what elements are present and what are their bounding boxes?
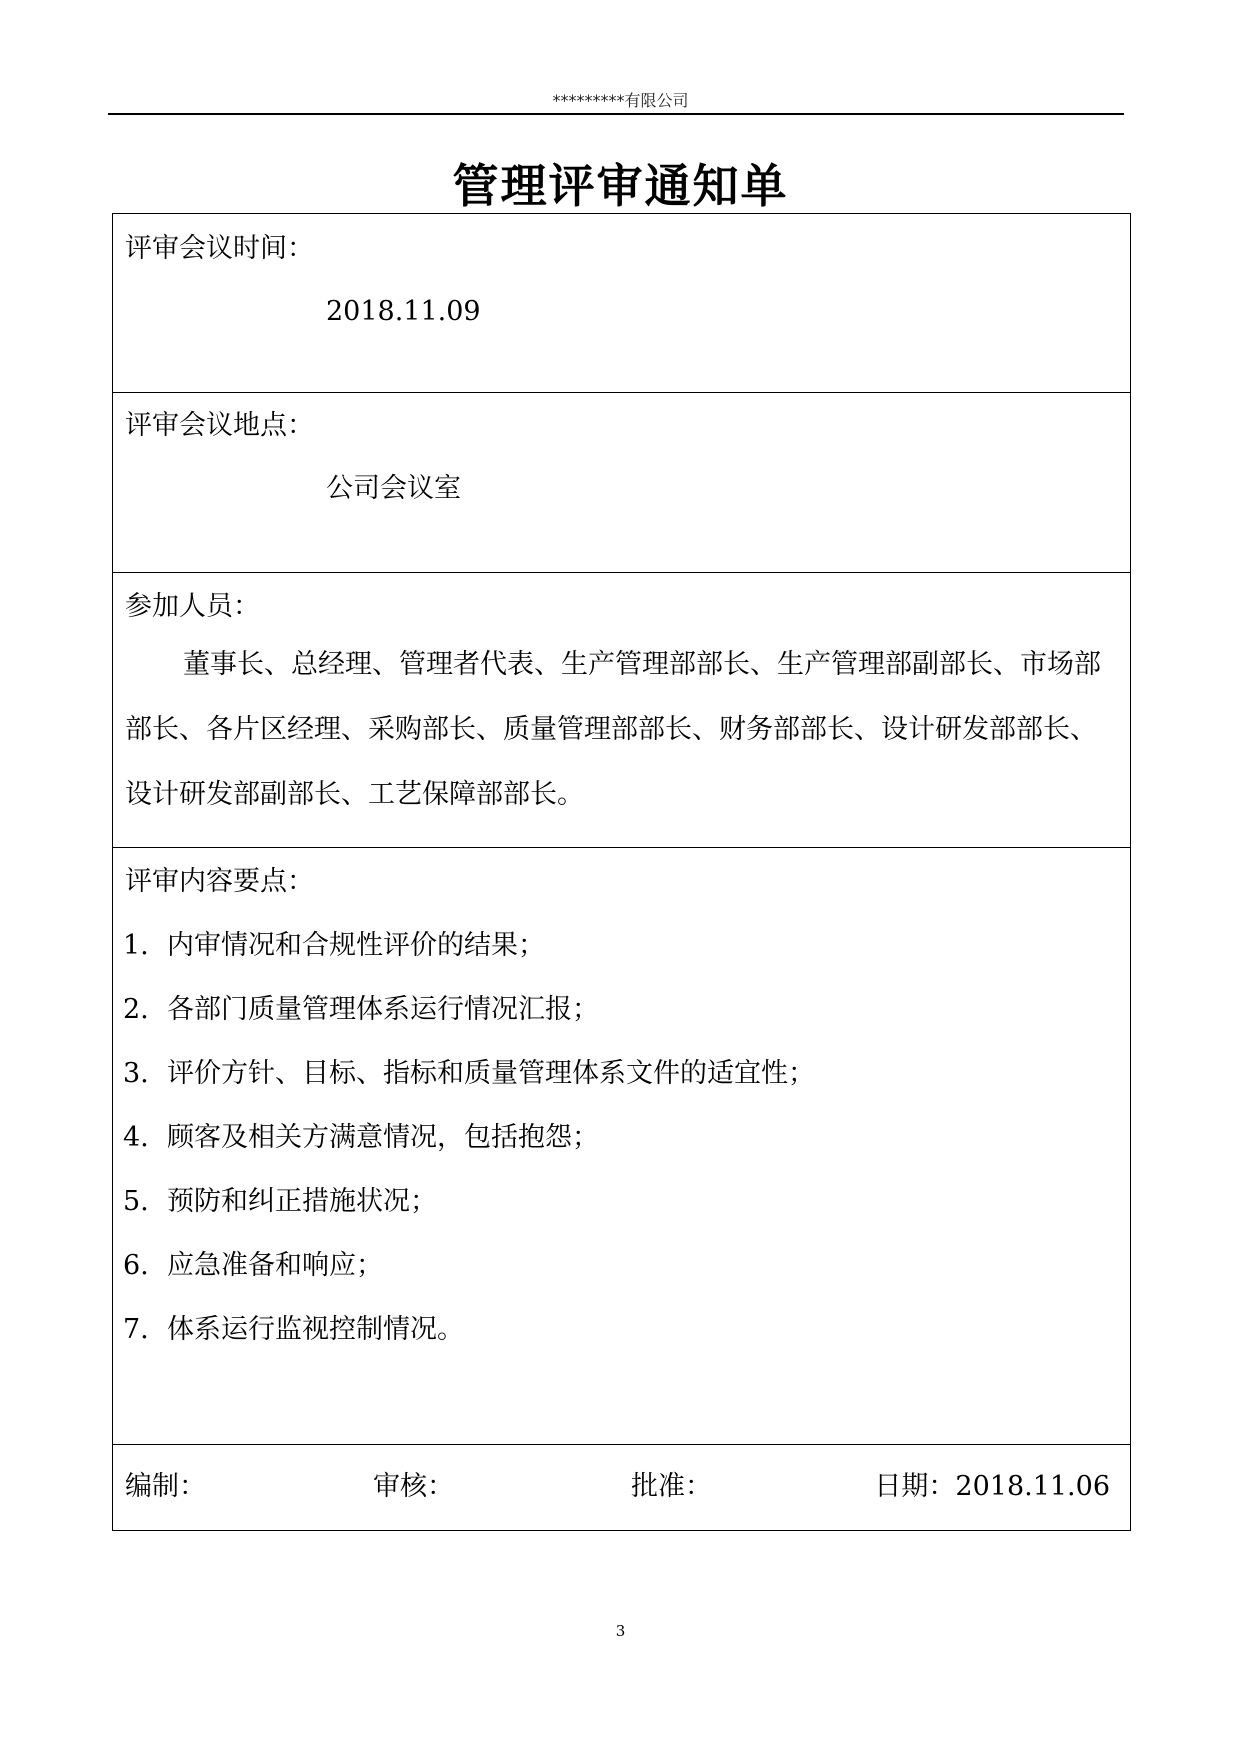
notice-form [112, 213, 1131, 1531]
list-item: 6. 应急准备和响应； [123, 1250, 383, 1281]
approved-by-label: 批准： [631, 1471, 712, 1502]
page-number: 3 [615, 1622, 626, 1640]
attendees-label: 参加人员： [125, 591, 260, 622]
list-item: 3. 评价方针、目标、指标和质量管理体系文件的适宜性； [123, 1058, 815, 1089]
signature-section [113, 1445, 1130, 1530]
meeting-time-section [113, 214, 1130, 393]
list-item: 7. 体系运行监视控制情况。 [123, 1314, 464, 1345]
attendees-text: 董事长、总经理、管理者代表、生产管理部部长、生产管理部副部长、市场部部长、各片区经理、采购部长、质量管理部部长、财务部部长、设计研发部部长、设计研发部副部长、工艺保障部部长。 [125, 649, 1101, 810]
page-title: 管理评审通知单 [452, 159, 789, 213]
review-points-section [113, 848, 1130, 1445]
review-points-label: 评审内容要点： [125, 866, 314, 897]
meeting-place-value: 公司会议室 [326, 473, 461, 504]
header-divider [108, 113, 1124, 115]
reviewed-by-label: 审核： [373, 1471, 454, 1502]
meeting-time-value: 2018.11.09 [326, 296, 481, 327]
list-item: 1. 内审情况和合规性评价的结果； [123, 930, 545, 961]
meeting-time-label: 评审会议时间： [125, 233, 314, 264]
attendees-section [113, 573, 1130, 848]
list-item: 5. 预防和纠正措施状况； [123, 1186, 437, 1217]
date-label: 日期：2018.11.06 [874, 1471, 1110, 1502]
list-item: 2. 各部门质量管理体系运行情况汇报； [123, 994, 599, 1025]
meeting-place-label: 评审会议地点： [125, 410, 314, 441]
company-header: *********有限公司 [552, 91, 689, 110]
list-item: 4. 顾客及相关方满意情况，包括抱怨； [123, 1122, 599, 1153]
meeting-place-section [113, 393, 1130, 573]
prepared-by-label: 编制： [125, 1471, 206, 1502]
